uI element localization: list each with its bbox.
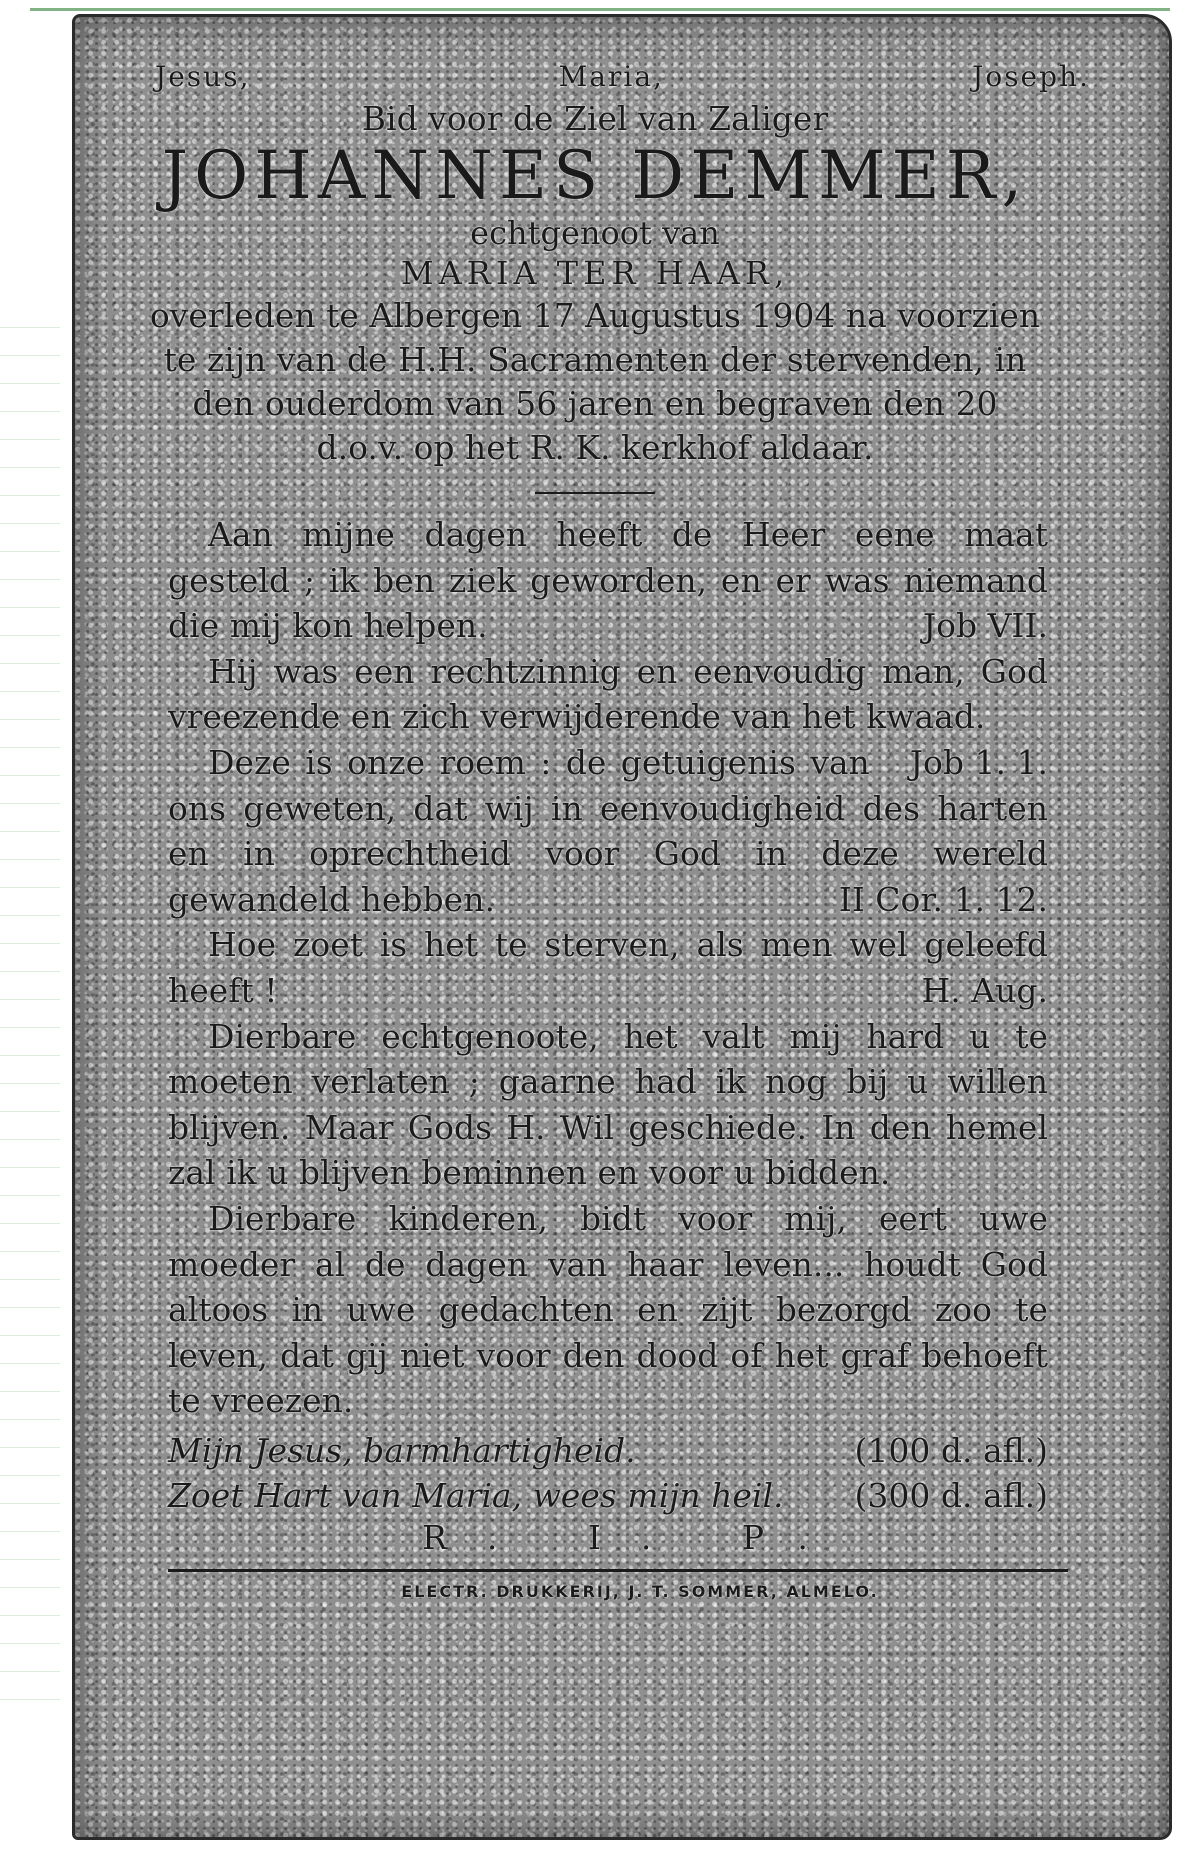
name-maria: Maria,: [558, 60, 664, 93]
verses: [168, 512, 1048, 1424]
prayer-indulgence: (300 d. afl.): [854, 1475, 1048, 1515]
printer-imprint: ELECTR. DRUKKERIJ, J. T. SOMMER, ALMELO.: [401, 1581, 879, 1601]
spouse-name: MARIA TER HAAR,: [400, 254, 790, 292]
bottom-rule: [168, 1569, 1068, 1572]
section-divider: [535, 492, 655, 494]
prayer-text: Zoet Hart van Maria, wees mijn heil.: [168, 1475, 784, 1515]
verse-text: Dierbare echtgenoote, het valt mij hard u te moeten verlaten ; gaarne had ik nog bij u willen blijven. Maar Gods H. Wil geschiede. In den hemel zal ik u blijven beminnen en voor u bidden.: [168, 1016, 1048, 1193]
verse-source: II Cor. 1. 12.: [838, 879, 1048, 919]
holy-family-names: [100, 60, 1090, 93]
verse-2: [168, 649, 1048, 782]
name-jesus: Jesus,: [155, 60, 251, 93]
verse-4: [168, 922, 1048, 1013]
card-content: [100, 60, 1090, 1601]
name-joseph: Joseph.: [972, 60, 1090, 93]
scan-edge-marks: [0, 300, 60, 1700]
prayer-1: [168, 1428, 1048, 1473]
verse-text: Aan mijne dagen heeft de Heer eene maat gesteld ; ik ben ziek geworden, en er was niemand die mij kon helpen.: [168, 515, 1048, 646]
verse-6: [168, 1196, 1048, 1424]
death-notice: overleden te Albergen 17 Augustus 1904 na voorzien te zijn van de H.H. Sacramenten der stervenden, in den ouderdom van 56 jaren en begraven den 20 d.o.v. op het R. K. kerkhof aldaar.: [149, 296, 1041, 467]
scan-top-line: [30, 8, 1170, 11]
verse-text: Deze is onze roem : de getuigenis van ons geweten, dat wij in eenvoudigheid des harten en in oprechtheid voor God in deze wereld gewandeld hebben.: [168, 742, 1048, 919]
prayer-indulgence: (100 d. afl.): [854, 1430, 1048, 1470]
verse-text: Dierbare kinderen, bidt voor mij, eert uwe moeder al de dagen van haar leven... houdt God altoos in uwe gedachten en zijt bezorgd zoo te leven, dat gij niet voor den dood of het graf behoeft te vreezen.: [168, 1198, 1048, 1421]
verse-source: Job VII.: [922, 606, 1048, 646]
spouse-intro: echtgenoot van: [470, 214, 720, 252]
verse-5: [168, 1014, 1048, 1196]
verse-source: Job 1. 1.: [909, 742, 1048, 782]
verse-text: Hij was een rechtzinnig en eenvoudig man, God vreezende en zich verwijderende van het kwaad.: [168, 651, 1048, 737]
verse-1: [168, 512, 1048, 649]
deceased-name: JOHANNES DEMMER,: [161, 137, 1029, 214]
prayer-2: [168, 1473, 1048, 1518]
verse-text: Hoe zoet is het te sterven, als men wel geleefd heeft !: [168, 925, 1048, 1010]
rip-line: R. I. P.: [422, 1517, 848, 1557]
prayer-text: Mijn Jesus, barmhartigheid.: [168, 1430, 636, 1470]
indulgence-prayers: [168, 1428, 1048, 1518]
pray-line: Bid voor de Ziel van Zaliger: [361, 99, 829, 138]
verse-source: H. Aug.: [921, 970, 1048, 1010]
